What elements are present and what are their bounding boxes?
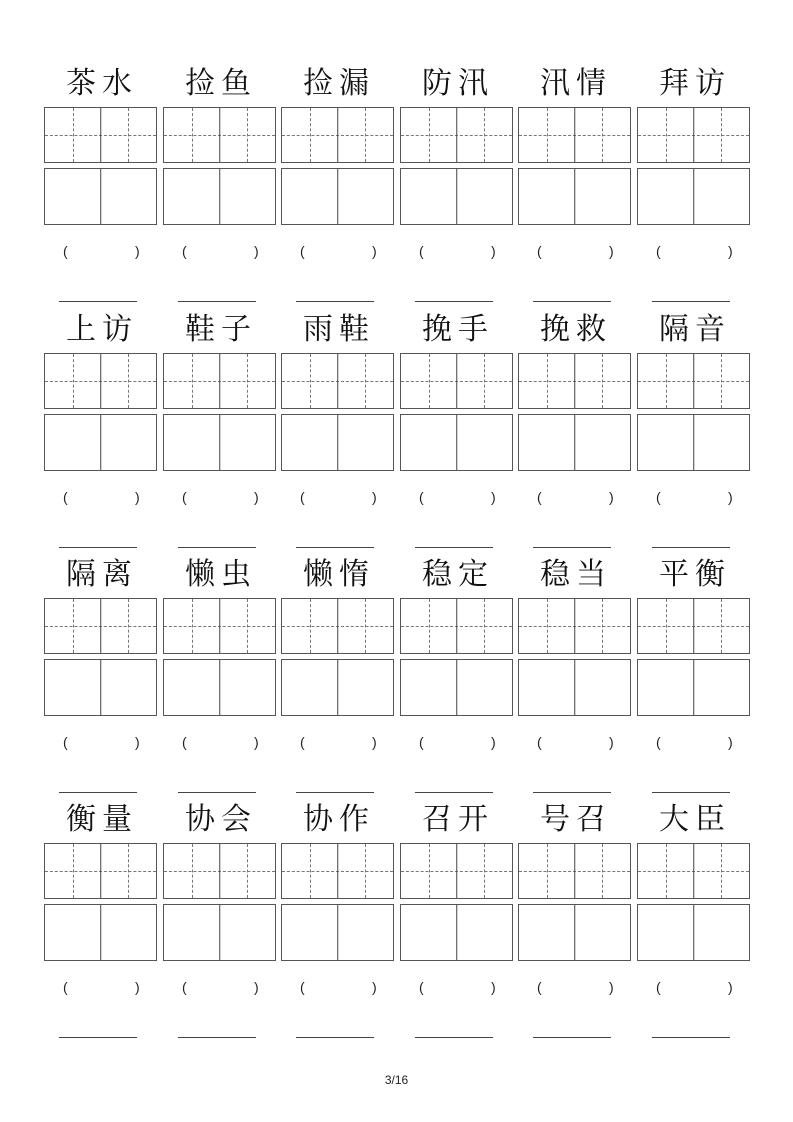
answer-line[interactable] <box>652 301 730 302</box>
plain-writing-box[interactable] <box>518 414 631 471</box>
box-divider <box>219 844 220 898</box>
vocab-word: 召开 <box>422 802 494 837</box>
box-divider <box>574 415 575 470</box>
tianzige-writing-box[interactable] <box>44 843 157 899</box>
guide-line <box>721 844 722 898</box>
guide-line <box>484 599 485 653</box>
word-cell <box>163 553 279 798</box>
word-cell <box>281 308 397 553</box>
box-divider <box>337 599 338 653</box>
box-divider <box>100 169 101 224</box>
box-divider <box>693 905 694 960</box>
word-cell <box>44 308 160 553</box>
vocab-word: 衡量 <box>66 802 138 837</box>
pinyin-paren-open: ( <box>300 243 305 259</box>
box-divider <box>337 169 338 224</box>
guide-line <box>666 354 667 408</box>
pinyin-paren-open: ( <box>182 489 187 505</box>
guide-line <box>247 599 248 653</box>
guide-line <box>365 108 366 162</box>
word-cell <box>400 308 516 553</box>
word-cell <box>400 798 516 1043</box>
guide-line <box>429 599 430 653</box>
guide-line <box>721 354 722 408</box>
guide-line <box>73 354 74 408</box>
pinyin-paren-close: ) <box>135 979 140 995</box>
word-cell <box>44 62 160 307</box>
tianzige-writing-box[interactable] <box>400 353 513 409</box>
tianzige-writing-box[interactable] <box>518 843 631 899</box>
vocab-word: 拜访 <box>659 66 731 101</box>
word-cell <box>518 553 634 798</box>
plain-writing-box[interactable] <box>163 904 276 961</box>
tianzige-writing-box[interactable] <box>518 107 631 163</box>
pinyin-paren-open: ( <box>537 243 542 259</box>
pinyin-paren-open: ( <box>419 734 424 750</box>
vocab-word: 大臣 <box>659 802 731 837</box>
guide-line <box>429 108 430 162</box>
answer-line[interactable] <box>533 792 611 793</box>
tianzige-writing-box[interactable] <box>400 843 513 899</box>
plain-writing-box[interactable] <box>281 659 394 716</box>
plain-writing-box[interactable] <box>44 904 157 961</box>
guide-line <box>602 354 603 408</box>
vocab-word: 上访 <box>66 312 138 347</box>
answer-line[interactable] <box>415 1037 493 1038</box>
pinyin-paren-close: ) <box>254 734 259 750</box>
vocab-word: 捡鱼 <box>185 66 257 101</box>
word-cell <box>44 798 160 1043</box>
box-divider <box>693 415 694 470</box>
plain-writing-box[interactable] <box>400 904 513 961</box>
answer-line[interactable] <box>59 1037 137 1038</box>
box-divider <box>456 844 457 898</box>
word-cell <box>163 798 279 1043</box>
guide-line <box>73 844 74 898</box>
pinyin-paren-close: ) <box>609 243 614 259</box>
guide-line <box>73 599 74 653</box>
guide-line <box>247 108 248 162</box>
guide-line <box>247 354 248 408</box>
vocab-word: 懒虫 <box>185 557 257 592</box>
pinyin-paren-open: ( <box>300 979 305 995</box>
box-divider <box>337 844 338 898</box>
guide-line <box>365 354 366 408</box>
box-divider <box>693 660 694 715</box>
plain-writing-box[interactable] <box>518 168 631 225</box>
guide-line <box>666 844 667 898</box>
guide-line <box>666 599 667 653</box>
pinyin-paren-close: ) <box>728 979 733 995</box>
word-cell <box>518 798 634 1043</box>
box-divider <box>100 905 101 960</box>
pinyin-paren-open: ( <box>63 243 68 259</box>
box-divider <box>100 415 101 470</box>
vocab-word: 稳当 <box>540 557 612 592</box>
box-divider <box>337 660 338 715</box>
answer-line[interactable] <box>296 792 374 793</box>
guide-line <box>429 354 430 408</box>
answer-line[interactable] <box>59 792 137 793</box>
pinyin-paren-close: ) <box>609 734 614 750</box>
guide-line <box>547 599 548 653</box>
tianzige-writing-box[interactable] <box>44 107 157 163</box>
pinyin-paren-open: ( <box>300 734 305 750</box>
answer-line[interactable] <box>533 547 611 548</box>
box-divider <box>574 660 575 715</box>
tianzige-writing-box[interactable] <box>400 107 513 163</box>
guide-line <box>484 844 485 898</box>
box-divider <box>456 415 457 470</box>
pinyin-paren-close: ) <box>491 489 496 505</box>
vocab-word: 汛情 <box>540 66 612 101</box>
word-cell <box>637 798 753 1043</box>
vocab-word: 挽手 <box>422 312 494 347</box>
box-divider <box>337 415 338 470</box>
answer-line[interactable] <box>178 547 256 548</box>
tianzige-writing-box[interactable] <box>281 598 394 654</box>
plain-writing-box[interactable] <box>44 168 157 225</box>
vocab-word: 协会 <box>185 802 257 837</box>
box-divider <box>574 169 575 224</box>
pinyin-paren-close: ) <box>372 979 377 995</box>
pinyin-paren-open: ( <box>182 734 187 750</box>
tianzige-writing-box[interactable] <box>44 598 157 654</box>
guide-line <box>429 844 430 898</box>
answer-line[interactable] <box>178 792 256 793</box>
guide-line <box>602 108 603 162</box>
box-divider <box>574 354 575 408</box>
box-divider <box>574 108 575 162</box>
word-cell <box>281 798 397 1043</box>
vocab-word: 平衡 <box>659 557 731 592</box>
tianzige-writing-box[interactable] <box>281 843 394 899</box>
tianzige-writing-box[interactable] <box>637 353 750 409</box>
vocab-word: 懒惰 <box>303 557 375 592</box>
answer-line[interactable] <box>178 1037 256 1038</box>
box-divider <box>456 905 457 960</box>
tianzige-writing-box[interactable] <box>637 843 750 899</box>
vocab-word: 防汛 <box>422 66 494 101</box>
box-divider <box>693 599 694 653</box>
answer-line[interactable] <box>59 301 137 302</box>
box-divider <box>219 599 220 653</box>
pinyin-paren-open: ( <box>537 489 542 505</box>
plain-writing-box[interactable] <box>400 168 513 225</box>
tianzige-writing-box[interactable] <box>163 107 276 163</box>
vocab-word: 雨鞋 <box>303 312 375 347</box>
pinyin-paren-close: ) <box>491 243 496 259</box>
plain-writing-box[interactable] <box>163 414 276 471</box>
vocab-word: 隔离 <box>66 557 138 592</box>
guide-line <box>547 354 548 408</box>
guide-line <box>365 844 366 898</box>
tianzige-writing-box[interactable] <box>518 598 631 654</box>
answer-line[interactable] <box>296 547 374 548</box>
box-divider <box>693 108 694 162</box>
vocab-word: 捡漏 <box>303 66 375 101</box>
plain-writing-box[interactable] <box>637 904 750 961</box>
box-divider <box>574 905 575 960</box>
box-divider <box>100 599 101 653</box>
plain-writing-box[interactable] <box>518 904 631 961</box>
guide-line <box>666 108 667 162</box>
pinyin-paren-close: ) <box>254 489 259 505</box>
plain-writing-box[interactable] <box>281 414 394 471</box>
plain-writing-box[interactable] <box>163 168 276 225</box>
answer-line[interactable] <box>415 301 493 302</box>
box-divider <box>219 415 220 470</box>
pinyin-paren-close: ) <box>135 489 140 505</box>
plain-writing-box[interactable] <box>281 904 394 961</box>
pinyin-paren-open: ( <box>656 734 661 750</box>
pinyin-paren-open: ( <box>537 979 542 995</box>
tianzige-writing-box[interactable] <box>518 353 631 409</box>
pinyin-paren-close: ) <box>609 979 614 995</box>
box-divider <box>100 354 101 408</box>
guide-line <box>602 599 603 653</box>
tianzige-writing-box[interactable] <box>44 353 157 409</box>
guide-line <box>721 108 722 162</box>
guide-line <box>484 354 485 408</box>
pinyin-paren-open: ( <box>419 243 424 259</box>
box-divider <box>693 844 694 898</box>
answer-line[interactable] <box>415 547 493 548</box>
box-divider <box>456 108 457 162</box>
word-cell <box>400 553 516 798</box>
word-cell <box>163 62 279 307</box>
tianzige-writing-box[interactable] <box>163 843 276 899</box>
plain-writing-box[interactable] <box>400 659 513 716</box>
word-cell <box>44 553 160 798</box>
answer-line[interactable] <box>533 301 611 302</box>
word-cell <box>518 308 634 553</box>
box-divider <box>456 354 457 408</box>
box-divider <box>456 169 457 224</box>
guide-line <box>310 108 311 162</box>
guide-line <box>128 354 129 408</box>
word-cell <box>637 553 753 798</box>
box-divider <box>693 354 694 408</box>
plain-writing-box[interactable] <box>400 414 513 471</box>
pinyin-paren-close: ) <box>728 734 733 750</box>
box-divider <box>456 599 457 653</box>
guide-line <box>484 108 485 162</box>
pinyin-paren-open: ( <box>182 243 187 259</box>
pinyin-paren-close: ) <box>254 979 259 995</box>
answer-line[interactable] <box>533 1037 611 1038</box>
tianzige-writing-box[interactable] <box>637 598 750 654</box>
box-divider <box>337 905 338 960</box>
guide-line <box>247 844 248 898</box>
plain-writing-box[interactable] <box>518 659 631 716</box>
pinyin-paren-close: ) <box>372 243 377 259</box>
guide-line <box>547 108 548 162</box>
box-divider <box>456 660 457 715</box>
vocab-word: 鞋子 <box>185 312 257 347</box>
guide-line <box>192 108 193 162</box>
box-divider <box>219 660 220 715</box>
word-cell <box>281 62 397 307</box>
plain-writing-box[interactable] <box>637 414 750 471</box>
plain-writing-box[interactable] <box>44 659 157 716</box>
pinyin-paren-open: ( <box>63 979 68 995</box>
page-number: 3/16 <box>384 1073 409 1087</box>
guide-line <box>192 354 193 408</box>
pinyin-paren-close: ) <box>491 734 496 750</box>
pinyin-paren-close: ) <box>254 243 259 259</box>
tianzige-writing-box[interactable] <box>637 107 750 163</box>
pinyin-paren-close: ) <box>728 489 733 505</box>
pinyin-paren-open: ( <box>537 734 542 750</box>
pinyin-paren-open: ( <box>656 979 661 995</box>
guide-line <box>365 599 366 653</box>
word-cell <box>400 62 516 307</box>
tianzige-writing-box[interactable] <box>163 598 276 654</box>
word-cell <box>281 553 397 798</box>
answer-line[interactable] <box>178 301 256 302</box>
guide-line <box>602 844 603 898</box>
plain-writing-box[interactable] <box>637 659 750 716</box>
pinyin-paren-close: ) <box>372 734 377 750</box>
vocab-word: 号召 <box>540 802 612 837</box>
plain-writing-box[interactable] <box>281 168 394 225</box>
answer-line[interactable] <box>652 1037 730 1038</box>
plain-writing-box[interactable] <box>163 659 276 716</box>
box-divider <box>574 599 575 653</box>
guide-line <box>73 108 74 162</box>
plain-writing-box[interactable] <box>44 414 157 471</box>
vocab-word: 协作 <box>303 802 375 837</box>
word-cell <box>163 308 279 553</box>
answer-line[interactable] <box>652 547 730 548</box>
vocab-word: 稳定 <box>422 557 494 592</box>
box-divider <box>337 108 338 162</box>
guide-line <box>721 599 722 653</box>
pinyin-paren-open: ( <box>656 489 661 505</box>
pinyin-paren-close: ) <box>135 734 140 750</box>
box-divider <box>219 905 220 960</box>
box-divider <box>100 108 101 162</box>
guide-line <box>310 599 311 653</box>
box-divider <box>574 844 575 898</box>
answer-line[interactable] <box>652 792 730 793</box>
guide-line <box>192 844 193 898</box>
pinyin-paren-close: ) <box>372 489 377 505</box>
vocab-word: 茶水 <box>66 66 138 101</box>
pinyin-paren-open: ( <box>419 489 424 505</box>
word-cell <box>637 62 753 307</box>
guide-line <box>128 844 129 898</box>
tianzige-writing-box[interactable] <box>163 353 276 409</box>
answer-line[interactable] <box>296 301 374 302</box>
guide-line <box>310 354 311 408</box>
guide-line <box>547 844 548 898</box>
guide-line <box>128 599 129 653</box>
plain-writing-box[interactable] <box>637 168 750 225</box>
pinyin-paren-open: ( <box>300 489 305 505</box>
guide-line <box>310 844 311 898</box>
box-divider <box>693 169 694 224</box>
answer-line[interactable] <box>296 1037 374 1038</box>
pinyin-paren-open: ( <box>63 489 68 505</box>
answer-line[interactable] <box>59 547 137 548</box>
vocab-word: 挽救 <box>540 312 612 347</box>
pinyin-paren-open: ( <box>656 243 661 259</box>
box-divider <box>219 108 220 162</box>
pinyin-paren-open: ( <box>63 734 68 750</box>
box-divider <box>100 660 101 715</box>
tianzige-writing-box[interactable] <box>400 598 513 654</box>
guide-line <box>128 108 129 162</box>
box-divider <box>219 354 220 408</box>
box-divider <box>100 844 101 898</box>
pinyin-paren-open: ( <box>182 979 187 995</box>
word-cell <box>518 62 634 307</box>
pinyin-paren-close: ) <box>728 243 733 259</box>
pinyin-paren-close: ) <box>609 489 614 505</box>
pinyin-paren-close: ) <box>491 979 496 995</box>
box-divider <box>219 169 220 224</box>
pinyin-paren-close: ) <box>135 243 140 259</box>
pinyin-paren-open: ( <box>419 979 424 995</box>
word-cell <box>637 308 753 553</box>
tianzige-writing-box[interactable] <box>281 107 394 163</box>
tianzige-writing-box[interactable] <box>281 353 394 409</box>
answer-line[interactable] <box>415 792 493 793</box>
vocab-word: 隔音 <box>659 312 731 347</box>
box-divider <box>337 354 338 408</box>
guide-line <box>192 599 193 653</box>
